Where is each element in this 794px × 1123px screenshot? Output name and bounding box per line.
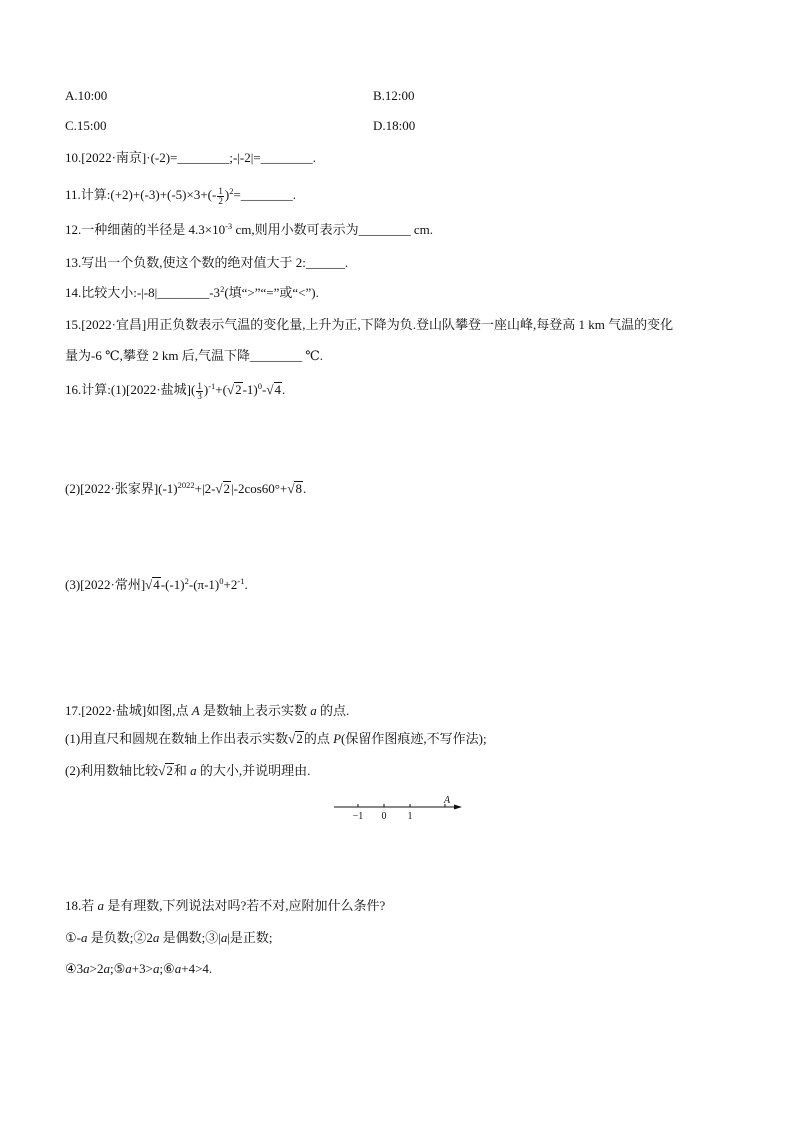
question-16-part-1	[65, 381, 285, 401]
tick-label-0: 0	[381, 811, 387, 822]
question-14	[65, 284, 319, 302]
tick-label-1: 1	[407, 811, 413, 822]
q16-1-fraction	[196, 382, 203, 401]
q18-text: +4>4.	[181, 961, 213, 976]
q11-numerator: 1	[218, 185, 223, 196]
q16-1-text: .	[282, 382, 286, 397]
q18-text: |是正数;	[227, 930, 273, 945]
q16-2-text: |-2cos60°+	[231, 481, 288, 496]
q16-1-text: -1)	[242, 382, 258, 397]
question-16-part-2	[65, 480, 306, 498]
point-a-label: A	[443, 795, 451, 806]
q18-text: >2	[89, 961, 104, 976]
q11-text: 11.计算:(+2)+(-3)+(-5)×3+(-	[65, 187, 217, 202]
question-13: 13.写出一个负数,使这个数的绝对值大于 2:______.	[65, 255, 349, 270]
q17-variable: A	[191, 703, 200, 718]
q16-3-exponent: 0	[219, 576, 224, 586]
q16-1-text: 16.计算:(1)[2022·盐城](	[65, 382, 196, 397]
q11-text: )	[224, 187, 230, 202]
q16-1-exponent: 0	[257, 381, 263, 391]
q16-1-exponent: -1	[208, 381, 216, 391]
q18-text: 18.若	[65, 898, 98, 913]
q18-text: 是有理数,下列说法对吗?若不对,应附加什么条件?	[104, 898, 386, 913]
q16-1-text: -	[262, 382, 267, 397]
q18-text: ①-	[65, 930, 81, 945]
q14-text: (填“>”“=”或“<”).	[224, 285, 319, 300]
question-17	[65, 702, 349, 720]
question-18-statements-2	[65, 960, 212, 978]
q16-3-exponent: -1	[237, 576, 245, 586]
q18-variable: a	[220, 930, 228, 945]
q18-variable: a	[103, 961, 110, 976]
q18-variable: a	[83, 961, 90, 976]
q17-1-variable: P	[333, 731, 342, 746]
q18-variable: a	[125, 961, 132, 976]
q17-1-text: (保留作图痕迹,不写作法);	[341, 731, 487, 746]
question-12	[65, 221, 433, 239]
q16-3-text: -(π-1)	[188, 577, 220, 592]
question-18-statements-1	[65, 929, 273, 947]
q18-variable: a	[152, 961, 160, 976]
q17-2-radical	[158, 762, 174, 780]
question-11	[65, 186, 296, 206]
q18-text: 是偶数;③|	[159, 930, 221, 945]
q16-1-radical	[227, 381, 243, 399]
q17-variable: a	[310, 703, 317, 718]
q16-2-text: .	[302, 481, 307, 496]
q16-3-text: +2	[223, 577, 238, 592]
q17-2-text: 和	[173, 763, 191, 778]
question-17-part-1	[65, 730, 487, 748]
q17-1-radical	[288, 730, 304, 748]
tick-label-neg-1: −1	[352, 811, 364, 822]
q16-3-text: -(-1)	[160, 577, 185, 592]
q16-1-text: +(	[215, 382, 227, 397]
q14-text: 14.比较大小:-|-8|________-3	[65, 285, 221, 300]
q16-3-exponent: 2	[184, 576, 189, 586]
q17-1-text: (1)用直尺和圆规在数轴上作出表示实数	[65, 731, 289, 746]
q18-variable: a	[174, 961, 182, 976]
q17-2-text: 的大小,并说明理由.	[196, 763, 311, 778]
q16-1-radicand: 4	[274, 382, 281, 397]
question-17-part-2	[65, 762, 310, 780]
q16-3-radical	[145, 576, 161, 594]
q12-text: 12.一种细菌的半径是 4.3×10	[65, 222, 226, 237]
q18-text: +3>	[131, 961, 153, 976]
q17-text: 是数轴上表示实数	[199, 703, 311, 718]
question-15-line-2: 量为-6 ℃,攀登 2 km 后,气温下降________ ℃.	[65, 348, 324, 363]
q18-text: 是负数;②2	[87, 930, 153, 945]
q11-denominator: 2	[218, 195, 223, 206]
q17-2-radicand: 2	[166, 763, 173, 778]
q16-2-text: +|2-	[194, 481, 216, 496]
question-16-part-3	[65, 576, 248, 594]
q17-2-variable: a	[190, 763, 197, 778]
q17-text: 17.[2022·盐城]如图,点	[65, 703, 192, 718]
q18-variable: a	[97, 898, 105, 913]
q12-exponent: -3	[225, 221, 233, 231]
q16-3-text: (3)[2022·常州]	[65, 577, 146, 592]
q16-2-radical	[287, 480, 303, 498]
q18-text: ④3	[65, 961, 84, 976]
q12-text: cm,则用小数可表示为________ cm.	[232, 222, 433, 237]
q18-variable: a	[152, 930, 160, 945]
option-b: B.12:00	[373, 88, 415, 103]
q16-2-radical	[215, 480, 231, 498]
q16-1-radical	[266, 381, 282, 399]
q18-variable: a	[80, 930, 88, 945]
question-10: 10.[2022·南京]·(-2)=________;-|-2|=________.	[65, 150, 316, 165]
q16-2-radicand: 8	[295, 481, 302, 496]
q16-1-denominator: 3	[197, 390, 202, 401]
q17-1-text: 的点	[303, 731, 334, 746]
q17-text: 的点.	[316, 703, 350, 718]
q11-text: =________.	[233, 187, 297, 202]
question-15-line-1: 15.[2022·宜昌]用正负数表示气温的变化量,上升为正,下降为负.登山队攀登一座山峰,每登高 1 km 气温的变化	[65, 317, 674, 332]
q16-1-numerator: 1	[197, 380, 202, 391]
number-line-figure	[330, 794, 470, 824]
q16-1-text: )	[203, 382, 209, 397]
q18-text: ;⑥	[159, 961, 175, 976]
q16-3-text: .	[244, 577, 248, 592]
option-a: A.10:00	[65, 88, 108, 103]
number-line-arrow	[454, 805, 462, 810]
q17-1-radicand: 2	[296, 731, 303, 746]
option-c: C.15:00	[65, 118, 107, 133]
q17-2-text: (2)利用数轴比较	[65, 763, 159, 778]
q11-exponent: 2	[229, 186, 234, 196]
q16-2-text: (2)[2022·张家界](-1)	[65, 481, 178, 496]
q14-exponent: 2	[220, 284, 225, 294]
q16-2-exponent: 2022	[177, 480, 195, 490]
q16-2-radicand: 2	[223, 481, 231, 496]
q18-text: ;⑤	[110, 961, 126, 976]
q16-3-radicand: 4	[153, 577, 160, 592]
q11-fraction	[217, 187, 224, 206]
q16-1-radicand: 2	[235, 382, 242, 397]
option-d: D.18:00	[373, 118, 416, 133]
question-18	[65, 897, 385, 915]
